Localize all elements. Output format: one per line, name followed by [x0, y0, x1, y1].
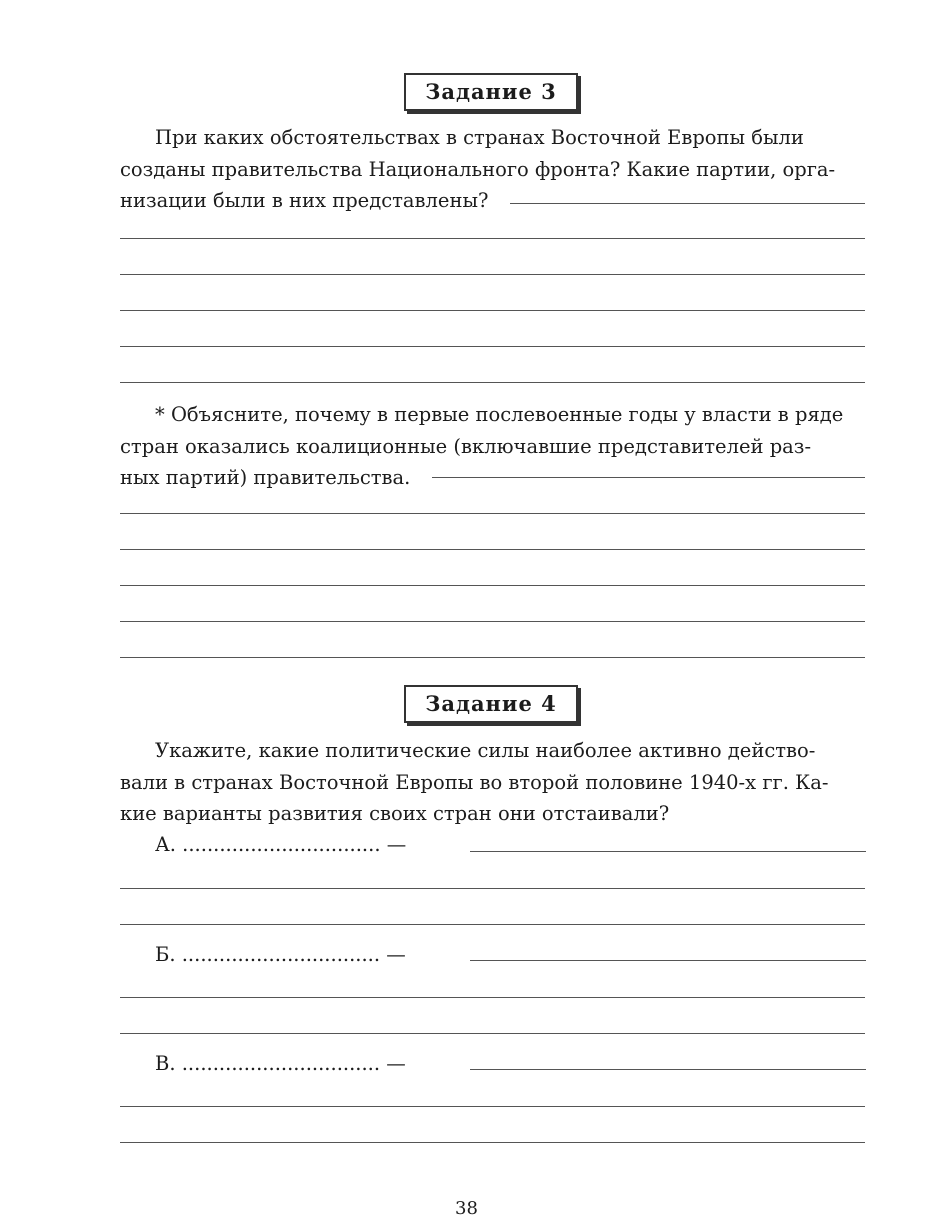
- answer-line[interactable]: [120, 924, 865, 925]
- question-line: созданы правительства Национального фронта? Какие партии, орга-: [120, 157, 836, 181]
- answer-line[interactable]: [120, 1142, 865, 1143]
- page-number: 38: [455, 1198, 478, 1219]
- answer-line[interactable]: [120, 888, 865, 889]
- answer-line[interactable]: [510, 203, 865, 204]
- answer-line[interactable]: [120, 274, 865, 275]
- item-b-answer-line[interactable]: [470, 960, 866, 961]
- item-c-label: В. ................................ —: [155, 1052, 406, 1075]
- question-line: При каких обстоятельствах в странах Восточной Европы были: [155, 126, 804, 149]
- question-line: вали в странах Восточной Европы во второй половине 1940-х гг. Ка-: [120, 770, 829, 794]
- answer-line[interactable]: [120, 310, 865, 311]
- item-c-answer-line[interactable]: [470, 1069, 866, 1070]
- item-b-label: Б. ................................ —: [155, 943, 406, 966]
- answer-line[interactable]: [120, 238, 865, 239]
- question-line: Укажите, какие политические силы наиболее активно действо-: [155, 739, 816, 762]
- answer-line[interactable]: [120, 346, 865, 347]
- question-line: кие варианты развития своих стран они отстаивали?: [120, 802, 670, 825]
- task-4-title: Задание 4: [404, 685, 578, 723]
- answer-line[interactable]: [120, 585, 865, 586]
- answer-line[interactable]: [120, 657, 865, 658]
- answer-line[interactable]: [120, 1033, 865, 1034]
- answer-line[interactable]: [432, 477, 865, 478]
- question-line: ных партий) правительства.: [120, 466, 411, 489]
- question-line: * Объясните, почему в первые послевоенные годы у власти в ряде: [155, 403, 844, 426]
- answer-line[interactable]: [120, 382, 865, 383]
- item-a-label: А. ................................ —: [155, 833, 407, 856]
- answer-line[interactable]: [120, 621, 865, 622]
- task-4-question: [120, 735, 865, 830]
- answer-line[interactable]: [120, 997, 865, 998]
- item-a-answer-line[interactable]: [470, 851, 866, 852]
- question-line: низации были в них представлены?: [120, 189, 489, 212]
- question-line: стран оказались коалиционные (включавшие представителей раз-: [120, 434, 812, 458]
- task-3-extra-question: [120, 399, 865, 494]
- answer-line[interactable]: [120, 513, 865, 514]
- answer-line[interactable]: [120, 549, 865, 550]
- task-3-title: Задание 3: [404, 73, 578, 111]
- answer-line[interactable]: [120, 1106, 865, 1107]
